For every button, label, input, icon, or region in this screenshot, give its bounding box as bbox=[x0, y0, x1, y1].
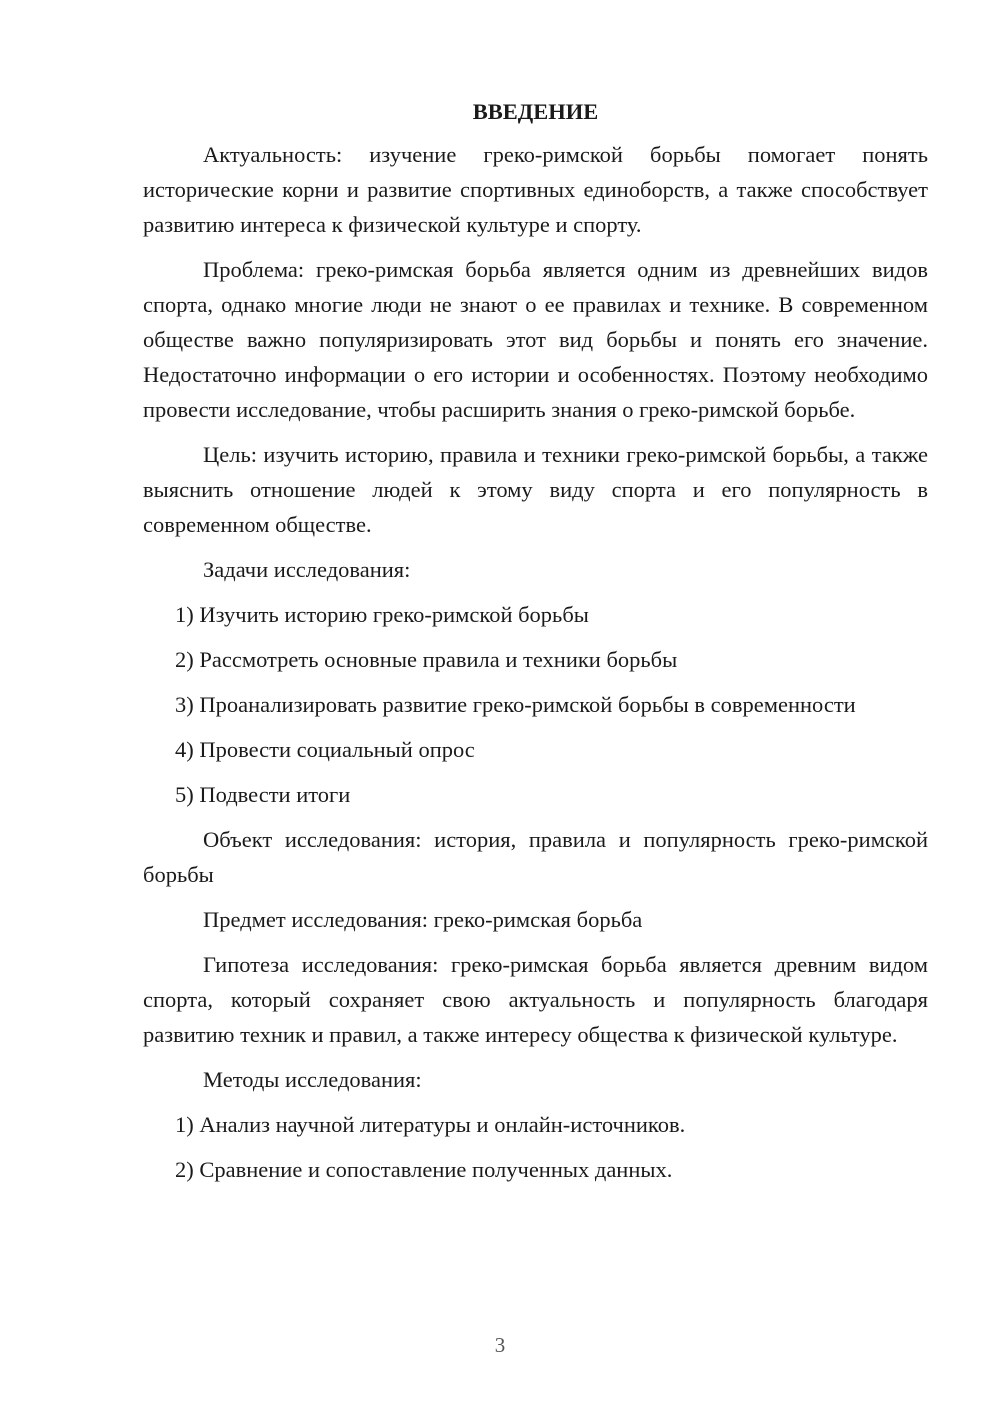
method-item: 2) Сравнение и сопоставление полученных данных. bbox=[175, 1157, 673, 1182]
task-item: 4) Провести социальный опрос bbox=[175, 737, 475, 762]
method-item: 1) Анализ научной литературы и онлайн-источников. bbox=[175, 1112, 686, 1137]
hypothesis-paragraph: Гипотеза исследования: греко-римская борьба является древним видом спорта, который сохраняет свою актуальность и популярность благодаря развитию техник и правил, а также интересу общества к физической культуре. bbox=[143, 952, 928, 1047]
subject-paragraph: Предмет исследования: греко-римская борьба bbox=[203, 907, 643, 932]
problem-paragraph: Проблема: греко-римская борьба является одним из древнейших видов спорта, однако многие люди не знают о ее правилах и технике. В современном обществе важно популяризировать этот вид борьбы и понять его значение. Недостаточно информации о его истории и особенностях. Поэтому необходимо провести исследование, чтобы расширить знания о греко-римской борьбе. bbox=[143, 257, 928, 422]
task-item: 1) Изучить историю греко-римской борьбы bbox=[175, 602, 589, 627]
task-item: 2) Рассмотреть основные правила и техники борьбы bbox=[175, 647, 678, 672]
relevance-paragraph: Актуальность: изучение греко-римской борьбы помогает понять исторические корни и развитие спортивных единоборств, а также способствует развитию интереса к физической культуре и спорту. bbox=[143, 142, 928, 237]
page-number: 3 bbox=[494, 1333, 506, 1357]
goal-paragraph: Цель: изучить историю, правила и техники греко-римской борьбы, а также выяснить отношение людей к этому виду спорта и его популярность в современном обществе. bbox=[143, 442, 928, 537]
section-title: ВВЕДЕНИЕ bbox=[472, 99, 599, 124]
document-page bbox=[143, 97, 928, 1197]
object-paragraph: Объект исследования: история, правила и популярность греко-римской борьбы bbox=[143, 827, 928, 887]
task-item: 5) Подвести итоги bbox=[175, 782, 351, 807]
tasks-heading: Задачи исследования: bbox=[203, 557, 411, 582]
methods-heading: Методы исследования: bbox=[203, 1067, 422, 1092]
task-item: 3) Проанализировать развитие греко-римской борьбы в современности bbox=[175, 692, 856, 717]
